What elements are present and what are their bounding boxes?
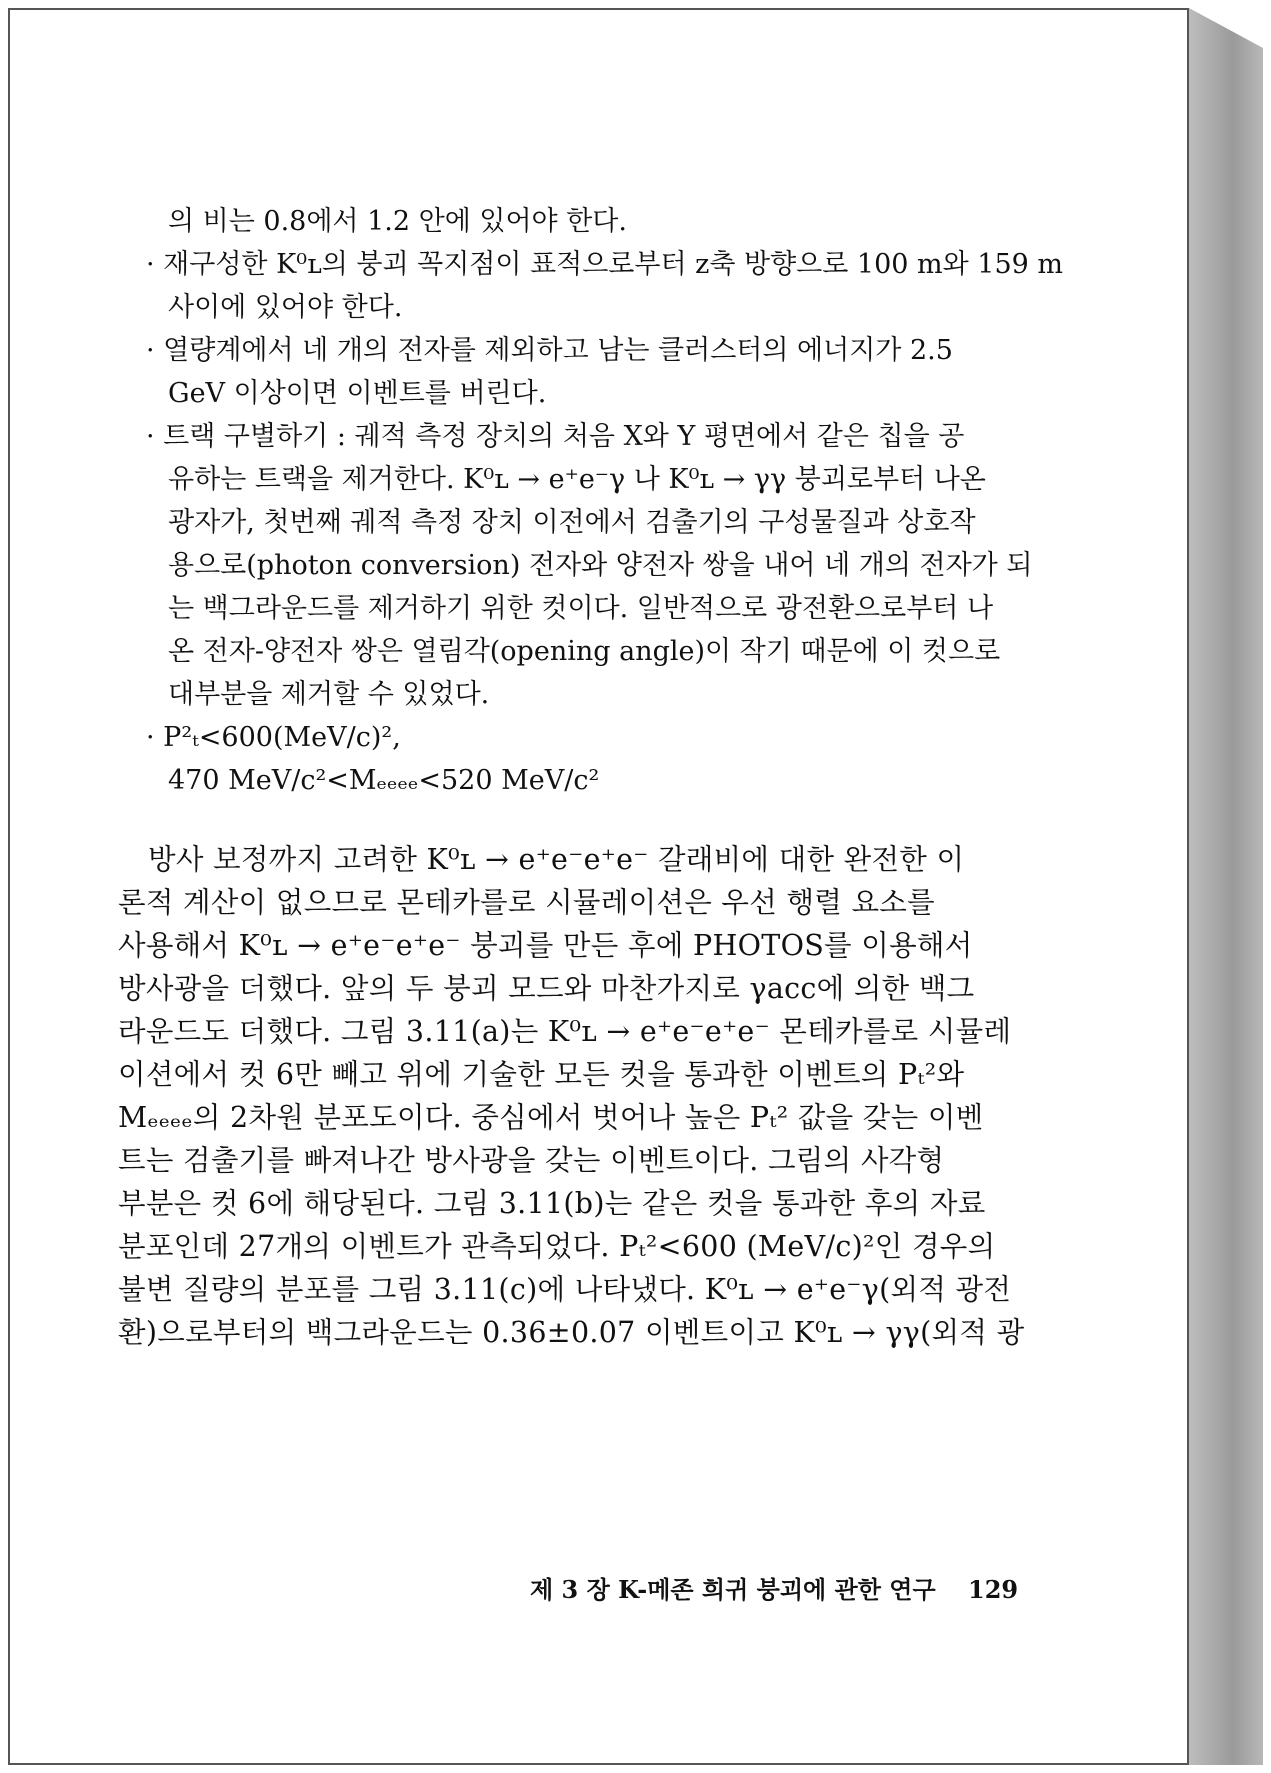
bullet-line: GeV 이상이면 이벤트를 버린다.	[168, 378, 547, 409]
page-number: 129	[968, 1575, 1019, 1604]
bullet-line: · 열량계에서 네 개의 전자를 제외하고 남는 클러스터의 에너지가 2.5	[146, 335, 953, 366]
bullet-line: 유하는 트랙을 제거한다. K⁰ʟ → e⁺e⁻γ 나 K⁰ʟ → γγ 붕괴로부터 나온	[168, 464, 986, 495]
paragraph-line: 부분은 컷 6에 해당된다. 그림 3.11(b)는 같은 컷을 통과한 후의 자료	[118, 1187, 986, 1220]
bullet-line: 광자가, 첫번째 궤적 측정 장치 이전에서 검출기의 구성물질과 상호작	[168, 507, 976, 538]
paragraph-line: 트는 검출기를 빠져나간 방사광을 갖는 이벤트이다. 그림의 사각형	[118, 1144, 945, 1177]
paragraph-line: 불변 질량의 분포를 그림 3.11(c)에 나타냈다. K⁰ʟ → e⁺e⁻γ(외적 광전	[118, 1273, 1012, 1306]
paragraph-line: 방사 보정까지 고려한 K⁰ʟ → e⁺e⁻e⁺e⁻ 갈래비에 대한 완전한 이	[148, 843, 965, 876]
bullet-line: 의 비는 0.8에서 1.2 안에 있어야 한다.	[168, 206, 627, 237]
paragraph-line: 이션에서 컷 6만 빼고 위에 기술한 모든 컷을 통과한 이벤트의 Pₜ²와	[118, 1058, 965, 1091]
book-page	[8, 8, 1189, 1765]
bullet-line: 대부분을 제거할 수 있었다.	[168, 679, 490, 710]
bullet-line: · P²ₜ<600(MeV/c)²,	[146, 722, 401, 753]
paragraph-line: 분포인데 27개의 이벤트가 관측되었다. Pₜ²<600 (MeV/c)²인 경우의	[118, 1230, 996, 1263]
bullet-line: 온 전자-양전자 쌍은 열림각(opening angle)이 작기 때문에 이 컷으로	[168, 636, 1001, 667]
bullet-line: 사이에 있어야 한다.	[168, 292, 403, 323]
paragraph-line: 라운드도 더했다. 그림 3.11(a)는 K⁰ʟ → e⁺e⁻e⁺e⁻ 몬테카를로 시뮬레	[118, 1015, 1012, 1048]
bullet-line: 는 백그라운드를 제거하기 위한 컷이다. 일반적으로 광전환으로부터 나	[168, 593, 994, 624]
bullet-line: 용으로(photon conversion) 전자와 양전자 쌍을 내어 네 개의 전자가 되	[168, 550, 1033, 581]
paragraph-line: Mₑₑₑₑ의 2차원 분포도이다. 중심에서 벗어나 높은 Pₜ² 값을 갖는 이벤	[118, 1101, 984, 1134]
page-edge-shadow	[1189, 8, 1263, 1765]
bullet-line: · 트랙 구별하기 : 궤적 측정 장치의 처음 X와 Y 평면에서 같은 칩을 공	[146, 421, 965, 452]
chapter-title: 제 3 장 K-메존 희귀 붕괴에 관한 연구	[530, 1575, 936, 1604]
bullet-line: · 재구성한 K⁰ʟ의 붕괴 꼭지점이 표적으로부터 z축 방향으로 100 m와 159 m	[146, 249, 1064, 280]
bullet-line: 470 MeV/c²<Mₑₑₑₑ<520 MeV/c²	[168, 765, 600, 796]
page-footer	[530, 1570, 1018, 1605]
paragraph-line: 방사광을 더했다. 앞의 두 붕괴 모드와 마찬가지로 γacc에 의한 백그	[118, 972, 975, 1005]
paragraph-line: 사용해서 K⁰ʟ → e⁺e⁻e⁺e⁻ 붕괴를 만든 후에 PHOTOS를 이용해서	[118, 929, 973, 962]
paragraph-line: 환)으로부터의 백그라운드는 0.36±0.07 이벤트이고 K⁰ʟ → γγ(외적 광	[118, 1316, 1025, 1349]
paragraph-line: 론적 계산이 없으므로 몬테카를로 시뮬레이션은 우선 행렬 요소를	[118, 886, 935, 919]
